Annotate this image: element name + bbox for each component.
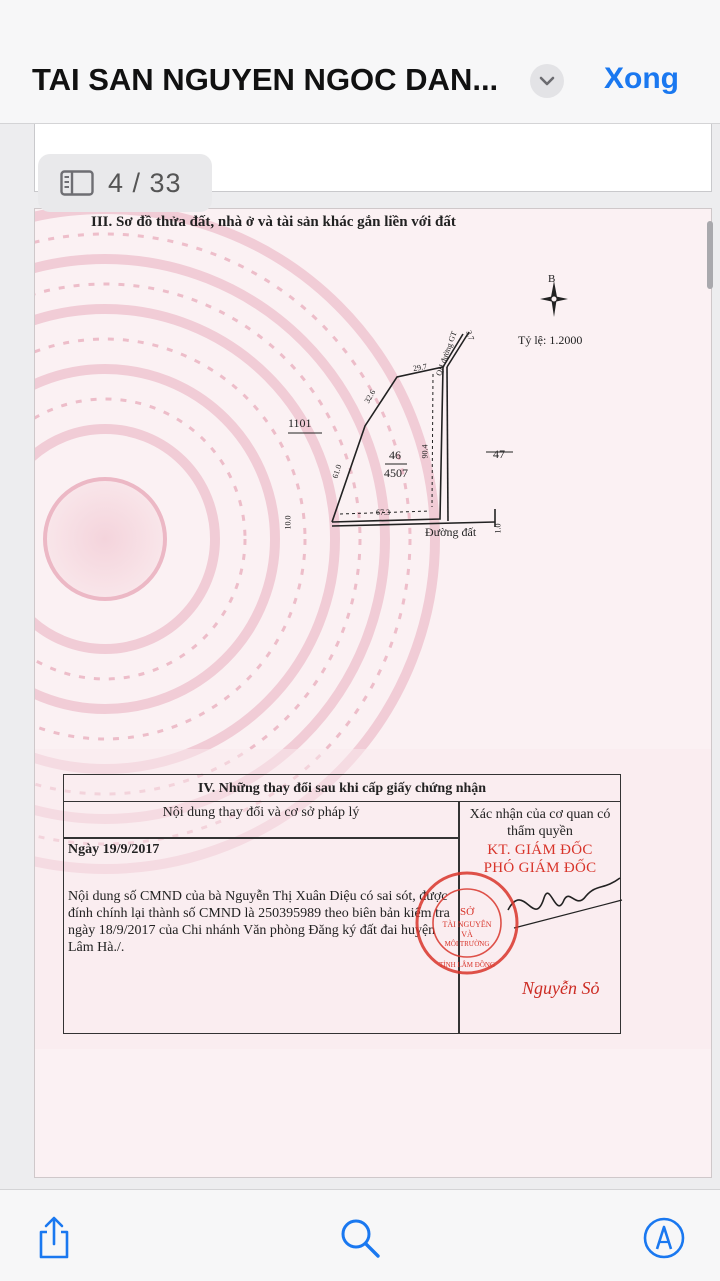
dim-west: 10.0 xyxy=(283,515,293,530)
document-page xyxy=(34,208,712,1178)
markup-icon xyxy=(642,1216,686,1260)
signature-icon xyxy=(504,870,624,940)
table-title: IV. Những thay đổi sau khi cấp giấy chứng nhận xyxy=(64,775,620,802)
column-header-content: Nội dung thay đổi và cơ sở pháp lý xyxy=(162,805,360,820)
chevron-down-icon xyxy=(539,76,555,86)
dim-upper-left: 32.6 xyxy=(362,388,378,405)
page-count-label: 4 / 33 xyxy=(108,167,182,198)
parcel-47-label: 47 xyxy=(493,447,505,461)
signer-title-line-1: KT. GIÁM ĐỐC xyxy=(487,842,593,858)
dirt-road-label: Đường đất xyxy=(425,525,477,539)
share-icon xyxy=(34,1216,74,1260)
header-divider xyxy=(64,837,458,839)
svg-text:TÀI NGUYÊN: TÀI NGUYÊN xyxy=(442,920,492,929)
document-viewer[interactable] xyxy=(0,124,720,1189)
change-date: Ngày 19/9/2017 xyxy=(68,842,160,857)
signer-name: Nguyễn Sỏ xyxy=(522,978,600,998)
dim-bottom: 67.3 xyxy=(376,508,390,517)
scale-label: Tỷ lệ: 1.2000 xyxy=(518,333,583,347)
markup-button[interactable] xyxy=(640,1214,688,1262)
column-header-confirmation: Xác nhận của cơ quan có thẩm quyền xyxy=(469,807,611,839)
scrollbar-thumb[interactable] xyxy=(707,221,713,289)
sidebar-icon xyxy=(60,170,94,196)
section-3-title: III. Sơ đồ thửa đất, nhà ở và tài sản khác gắn liền với đất xyxy=(91,214,456,230)
parcel-1101-label: 1101 xyxy=(288,416,312,430)
navigation-bar xyxy=(0,0,720,124)
bottom-toolbar xyxy=(0,1189,720,1281)
search-button[interactable] xyxy=(336,1214,384,1262)
dim-road-right: 1.0 xyxy=(493,523,503,534)
dim-right: 90.4 xyxy=(420,444,430,459)
changes-table xyxy=(63,774,621,1034)
road-width-label: 3.7 xyxy=(464,329,476,342)
search-icon xyxy=(338,1216,382,1260)
parcel-area-label: 4507 xyxy=(384,466,408,480)
dim-left: 61.0 xyxy=(330,463,344,480)
svg-text:TỈNH LÂM ĐỒNG: TỈNH LÂM ĐỒNG xyxy=(439,961,495,969)
page-indicator[interactable] xyxy=(38,154,212,212)
svg-text:MÔI TRƯỜNG: MÔI TRƯỜNG xyxy=(444,940,490,948)
north-label: B xyxy=(548,273,556,285)
title-menu-button[interactable] xyxy=(530,64,564,98)
svg-text:SỞ: SỞ xyxy=(459,906,475,918)
document-title[interactable]: TAI SAN NGUYEN NGOC DAN... xyxy=(32,62,499,97)
road-label: QH đường GT xyxy=(434,329,459,378)
signer-title-line-2: PHÓ GIÁM ĐỐC xyxy=(483,860,597,876)
dim-top: 29.7 xyxy=(412,361,428,374)
change-content: Nội dung số CMND của bà Nguyễn Thị Xuân Diệu có sai sót, được đính chính lại thành số CMND là 250395989 theo biên bản kiểm tra ngày 18/9/2017 của Chi nhánh Văn phòng Đăng ký đất đai huyện Lâm Hà./. xyxy=(68,889,450,955)
done-button[interactable]: Xong xyxy=(604,62,679,95)
official-stamp-icon xyxy=(413,869,521,977)
parcel-number-label: 46 xyxy=(389,448,401,462)
share-button[interactable] xyxy=(30,1214,78,1262)
road-line xyxy=(447,367,448,521)
svg-text:VÀ: VÀ xyxy=(461,930,473,939)
